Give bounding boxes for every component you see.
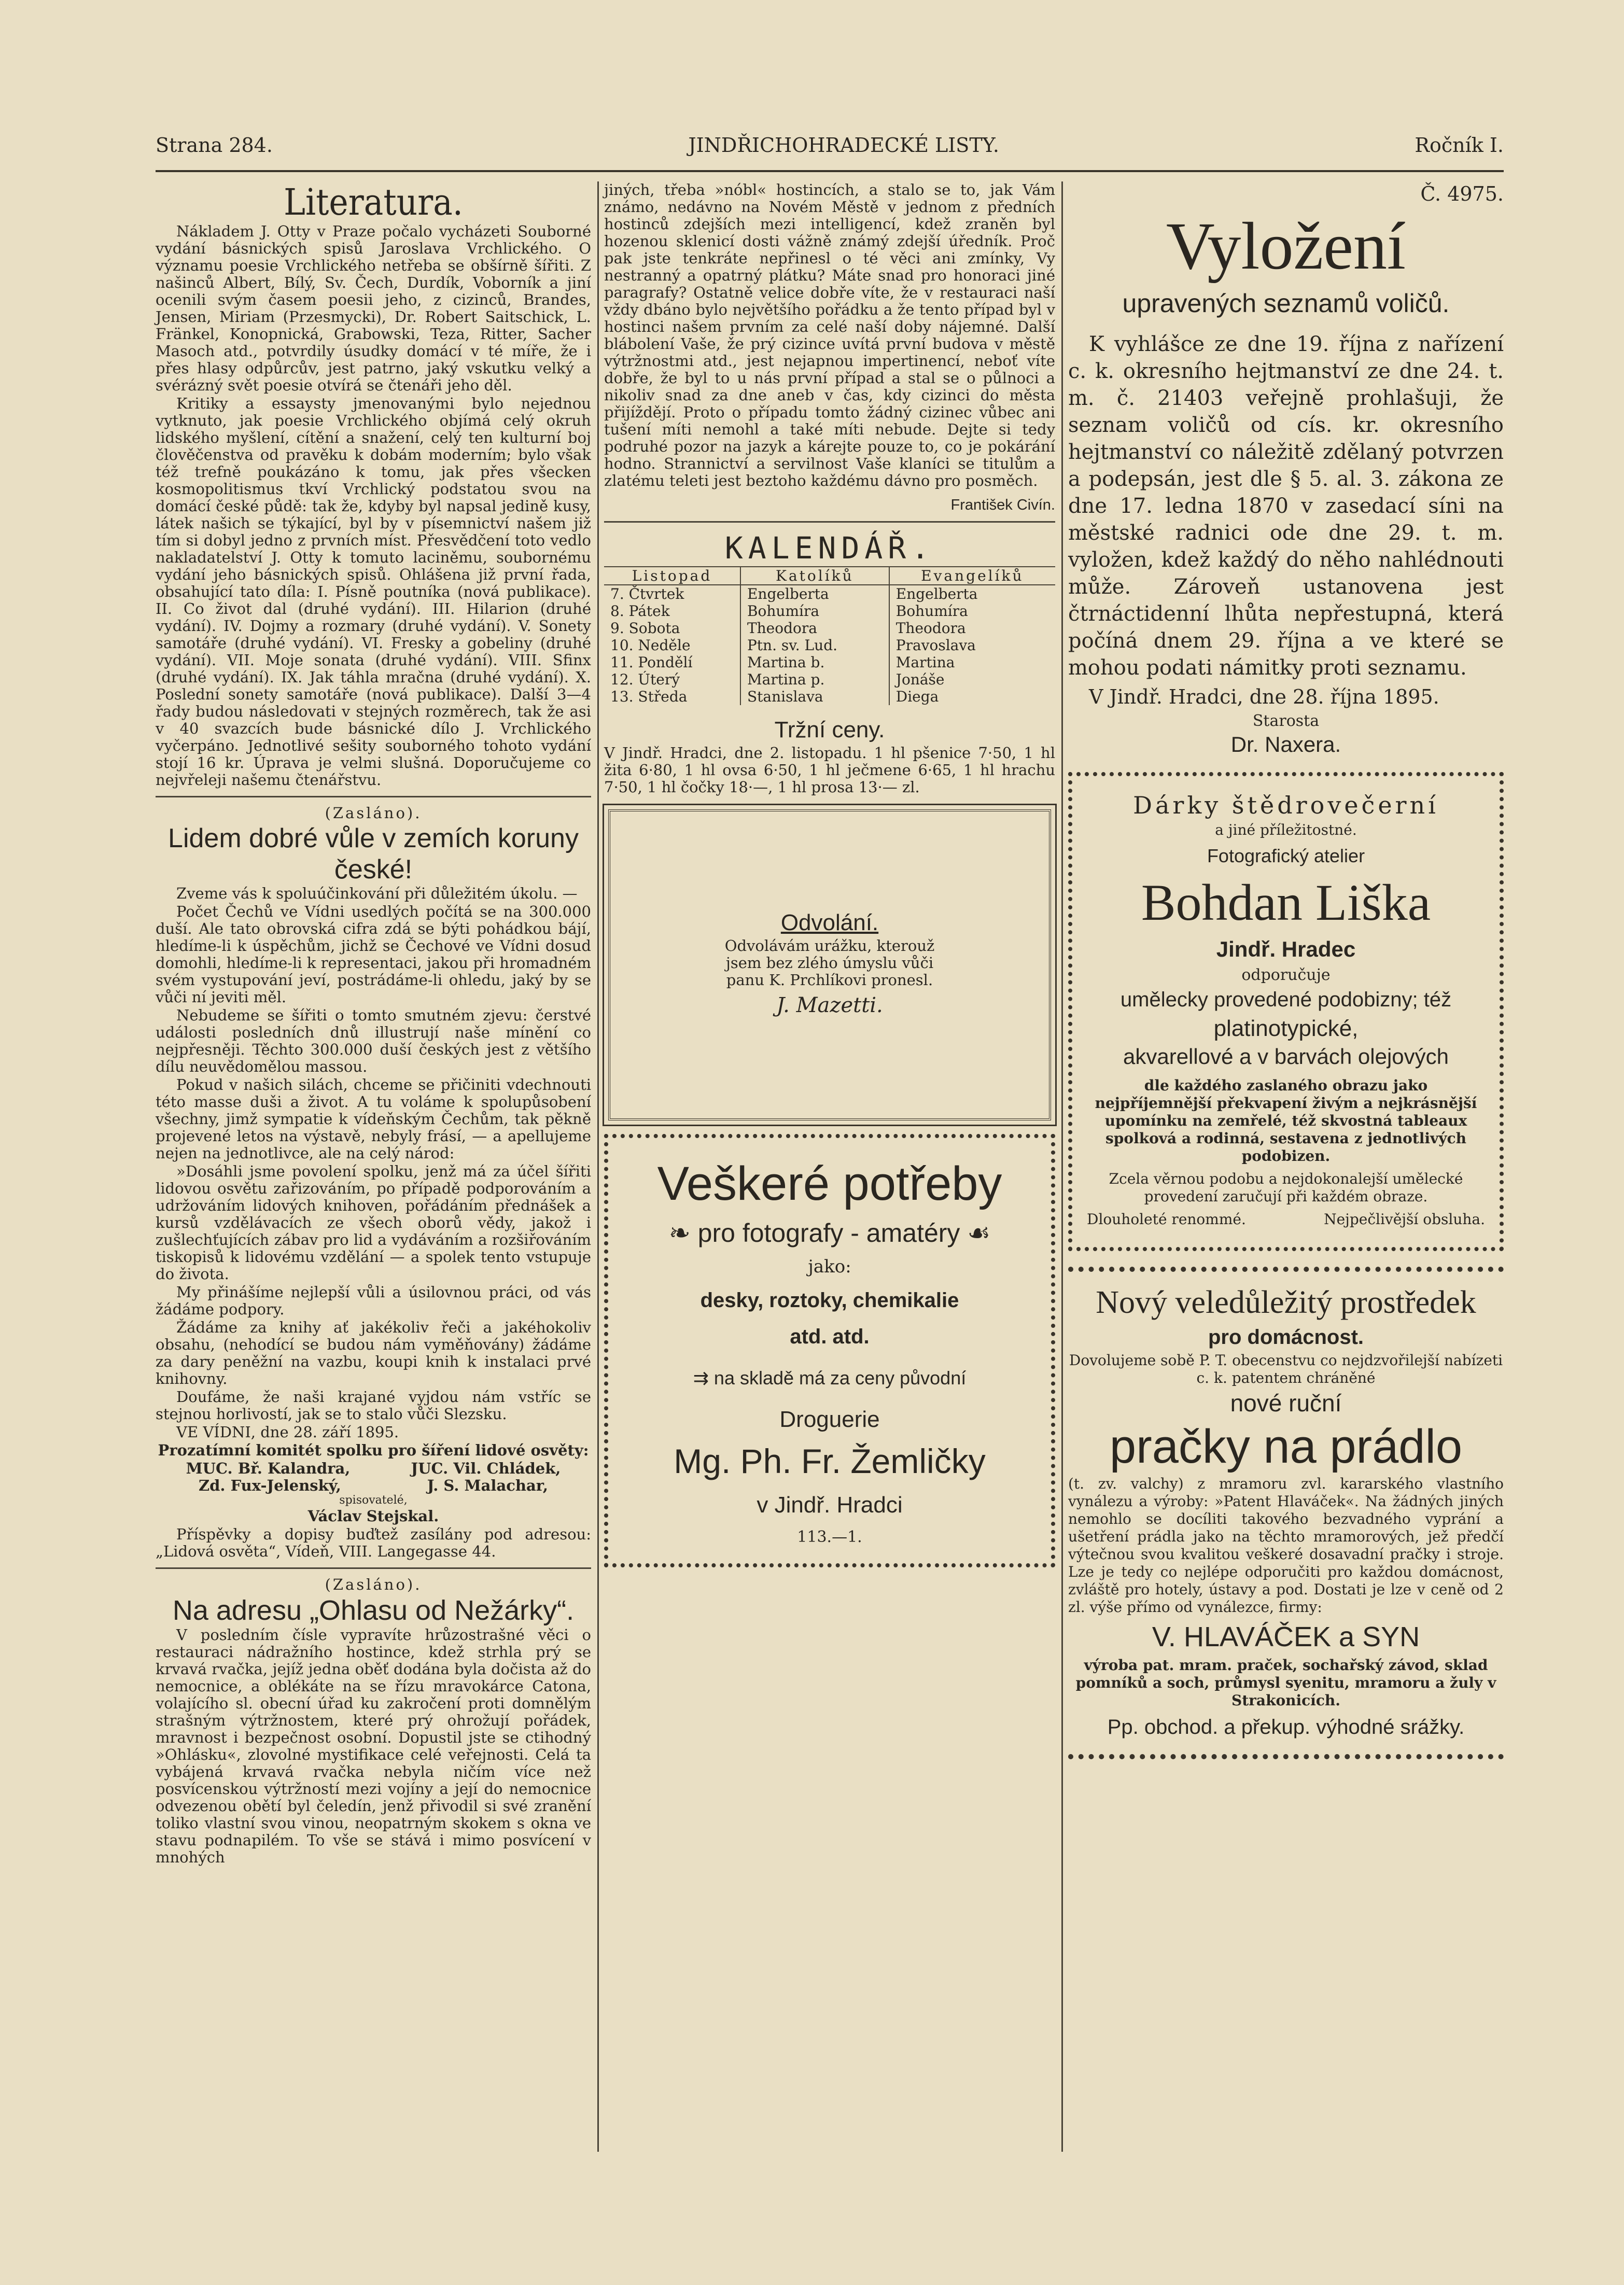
volume-number: Ročník I. [1415,134,1504,157]
signature-role: spisovatelé, [339,1494,408,1507]
section-title: Tržní ceny. [774,717,885,742]
divider [156,796,591,797]
cell: Ptn. sv. Lud. [740,637,889,654]
cell: Martina b. [740,654,889,671]
ad-footer-left: Dlouholeté renommé. [1087,1211,1246,1228]
paragraph: Odvolávám urážku, kterouž jsem bez zlého úmyslu vůči panu K. Prchlíkovi pronesl. [724,936,935,989]
ad-text: odporučuje [1241,966,1331,984]
cell: 13. Středa [604,688,740,705]
paragraph: Počet Čechů ve Vídni usedlých počítá se na 300.000 duší. Ale tato obrovská cifra zdá se býti pohádkou bájí, hledíme-li k úspěchům, jichž se Čechové ve Vídni dosud domohli, hledíme-li k representaci, jakou při hromadném svém vystupování jeví, postrádáme-li ohledu, jaký by se vůči ní jeviti měl. [156,903,591,1006]
paragraph: V posledním čísle vypravíte hrůzostrašné věci o restauraci nádražního hostince, kdež strhla prý se krvavá rvačka, jejíž jedna oběť dodána byla dočista až do nemocnice, a oblékáte na se řízu mravokárce Catona, volajícího sl. obecní úřad ku zakročení proti domnělým strašným výtržnostem, které prý ohrožují pořádek, mravnost i bezpečnost osobní. Dopustil jste se ctihodný »Ohlásku«, zlovolné mystifikace celé veřejnosti. Celá ta vybájená krvavá rvačka nebyla ničím více než posvícenskou výtržností mezi vojíny a její do nemocnice odvezenou obětí byl čeledín, jenž přivodil si své zranění toliko vlastní svou vinou, neopatrným skokem s okna ve stavu podnapilém. To vše se stává i mimo posvícení v mnohých [156,1626,591,1866]
advert-liska [1068,772,1504,1251]
paragraph: výroba pat. mram. praček, sochařský závod, sklad pomníků a soch, průmysl syenitu, mramoru a žuly v Strakonicích. [1075,1657,1496,1709]
paragraph: Příspěvky a dopisy buďtež zasílány pod adresou: „Lidová osvěta“, Vídeň, VIII. Langegasse 44. [156,1525,591,1560]
paragraph: K vyhlášce ze dne 19. října z nařízení c. k. okresního hejtmanství ze dne 24. t. m. č. 21403 veřejně prohlašuji, že seznam voličů od cís. kr. okresního hejtmanství co náležitě zdělaný potvrzen a podepsán, jest dle § 5. al. 3. zákona ze dne 17. ledna 1870 v zasedací síni na městské radnici ode dne 29. t. m. vyložen, kdež každý do něho nahlédnouti může. Zároveň ustanovena jest čtrnáctidenní lhůta nepřestupná, která počíná dnem 29. října a ve které se mohou podati námitky proti seznamu. [1068,332,1504,680]
table-row [604,602,1055,620]
page-header [156,130,1504,161]
ad-text: atd. atd. [790,1325,870,1348]
paragraph: (t. zv. valchy) z mramoru zvl. kararského vlastního vynálezu a výroby: »Patent Hlaváček«. Na žádných jiných nemohlo se docíliti takového bezvadného vyprání a ušetření prádla jako na těchto mramorových, jež předčí výtečnou svou kvalitou veškeré dosavadní pračky i stroje. Lze je tedy co nejlépe odporučiti pro každou domácnost, zvláště pro hotely, ústavy a pod. Dostati je lze v ceně od 2 zl. výše přímo od vynálezce, firmy: [1068,1475,1504,1616]
signature: JUC. Vil. Chládek, [411,1460,561,1477]
odvolani-box [608,809,1051,1120]
signatures-row [156,1460,591,1477]
table-row [604,620,1055,637]
table-row [604,654,1055,671]
cell: 11. Pondělí [604,654,740,671]
signatures-row [156,1477,591,1494]
paragraph: Zcela věrnou podobu a nejdokonalejší umělecké provedení zaručují při každém obraze. [1109,1170,1463,1205]
firm-name: V. HLAVÁČEK a SYN [1152,1621,1420,1652]
paragraph: My přinášíme nejlepší vůli a úsilovnou práci, od vás žádáme podpory. [156,1283,591,1318]
ad-text: akvarellové a v barvách olejových [1123,1044,1449,1069]
cell: Martina [895,654,955,671]
ad-text: Droguerie [779,1407,880,1432]
ad-text: platinotypické, [1213,1016,1359,1041]
cell: Engelberta [740,585,889,602]
ad-title: Veškeré potřeby [657,1157,1002,1210]
advert-zemlicka [604,1134,1055,1567]
notice-vylozeni [1068,181,1504,759]
zaslano-label: (Zasláno). [325,804,422,822]
ad-title: Dárky štědrovečerní [1133,791,1439,819]
ad-title: Nový veledůležitý prostředek [1096,1285,1476,1320]
signature: Zd. Fux-Jelenský, [198,1477,341,1494]
cell: 10. Neděle [604,637,740,654]
ad-subtitle [623,1215,1037,1251]
ornament-icon: ☙ [960,1218,991,1247]
cell: Stanislava [740,688,889,705]
signature: František Civín. [950,497,1055,513]
paragraph: Doufáme, že naši krajané vyjdou nám vstříc se stejnou horlivostí, jak se to stalo vůči Slezsku. [156,1388,591,1423]
article-title: Lidem dobré vůle v zemích koruny české! [168,823,579,885]
ad-name: Bohdan Liška [1141,874,1431,931]
column-header: Evangelíků [889,567,1055,585]
ad-stock [623,1355,1037,1401]
cell: Theodora [740,620,889,637]
ad-subtitle-text: pro fotografy - amatéry [697,1218,960,1247]
cell: Bohumíra [740,602,889,620]
ad-text: jako: [808,1256,851,1277]
committee-label: Prozatímní komitét spolku pro šíření lidové osvěty: [158,1441,589,1459]
paragraph: Žádáme za knihy ať jakékoliv řeči a jakéhokoliv obsahu, (nehodící se budou nám vyměňovány) žádáme za dary peněžní na vazbu, koupi knih k instalaci prvé knihovny. [156,1319,591,1387]
article-adresu [156,1576,591,1866]
table-row [604,688,1055,705]
cell: Martina p. [740,671,889,688]
dateline: VE VÍDNI, dne 28. září 1895. [176,1423,399,1441]
column-1 [156,181,591,1867]
ad-footer-right: Nejpečlivější obsluha. [1324,1211,1485,1228]
cell: 12. Úterý [604,671,740,688]
paragraph: Zveme vás k spoluúčinkování při důležitém úkolu. — [176,885,578,902]
advert-hlavacek [1068,1267,1504,1759]
paragraph: »Dosáhli jsme povolení spolku, jenž má za účel šířiti lidovou osvětu zařizováním, po případě podporováním a udržováním lidových knihoven, pořádáním přednášek a kursů vzdělávacích ze všech oborů vědy, jakož i zušlechťujících zábav pro lid a vydáváním a rozšiřováním tiskopisů k lidovému vzdělání — a spolek tento vstupuje do života. [156,1162,591,1283]
ad-big-title: pračky na prádlo [1109,1420,1463,1473]
header-rule [156,170,1504,172]
cell: 7. Čtvrtek [604,585,740,602]
divider [156,1567,591,1569]
ad-number: 113.—1. [797,1528,862,1546]
divider [604,521,1055,523]
ad-subtitle: pro domácnost. [1208,1326,1364,1349]
cell: Theodora [895,620,966,637]
cell: 9. Sobota [604,620,740,637]
ad-place: Jindř. Hradec [1216,937,1356,961]
cell: Diega [895,688,939,705]
table-row [604,671,1055,688]
article-title: Literatura. [284,181,463,223]
column-2 [604,181,1055,1575]
signature: MUC. Bř. Kalandra, [186,1460,351,1477]
signature: J. Mazetti. [776,993,883,1017]
ornament-icon: ❧ [668,1218,698,1247]
article-title: Na adresu „Ohlasu od Nežárky“. [172,1595,575,1626]
paragraph: Kritiky a essaysty jmenovanými bylo nejednou vytknuto, jak poesie Vrchlického objímá celý okruh lidského myšlení, cítění a snažení, celý ten kulturní boj člověčenstva od pravěku k dobám moderním; bylo však též trefně poukázáno k tomu, jak přes všecken kosmopolitismus tkví Vrchlický podstatou svou na domácí české půdě: tak že, kdyby byl napsal jedině kusy, látek našich se týkající, byl by v písemnictví našem již tím si dobyl jedno z prvních míst. Přesvědčení toto vedlo nakladatelství J. Otty k tomuto laciněmu, soubornému vydání jeho básnických spisů. Ohlášena již první řada, obsahující tato díla: I. Písně poutníka (nová publikace). II. Co život dal (druhé vydání). III. Hilarion (druhé vydání). IV. Dojmy a rozmary (druhé vydání). V. Sonety samotáře (druhé vydání). VI. Fresky a gobeliny (druhé vydání). VII. Moje sonata (druhé vydání). VIII. Sfinx (druhé vydání). IX. Jak táhla mračna (druhé vydání). X. Poslední sonety samotáře (nová publikace). Další 3—4 řady budou následovati v stejných rozměrech, tak že asi v 40 svazcích bude básnické dílo J. Vrchlického vyčerpáno. Jednotlivé sešity souborného tohoto vydání stojí 16 kr. Úprava je velmi slušná. Doporučujeme co nejvřeleji našemu čtenářstvu. [156,395,591,789]
ad-place: v Jindř. Hradci [757,1492,903,1518]
ad-footer: Pp. obchod. a překup. výhodné srážky. [1107,1716,1465,1739]
paragraph: Pokud v našich silách, chceme se přičiniti vdechnouti této masse duši a život. A tu voláme k spolupůsobení všechny, jimž sympatie k vídeňským Čechům, tak pěkně projevené letos na výstavě, nebyly frásí, — a apellujeme nejen na jednotlivce, ale na celý národ: [156,1076,591,1162]
ad-name: Mg. Ph. Fr. Žemličky [674,1442,986,1480]
calendar-title: KALENDÁŘ. [724,530,935,566]
calendar [604,530,1055,705]
paragraph: jiných, třeba »nóbl« hostincích, a stalo se to, jak Vám známo, nedávno na Novém Městě v jednom z předních hostinců zdejších mezi intelligencí, kdež zraněn byl hozenou sklenicí dosti vážně známý zdejší úředník. Proč pak jste tenkráte nepřinesl o té věci ani zmínky, Vy nestranný a opatrný plátku? Máte snad pro honoraci jiné paragrafy? Ostatně velice dobře víte, že v restauraci naší vždy dbáno bylo největšího pořádku a že tento případ byl v hostinci našem prvním za celé naší doby nájemné. Další blábolení Vaše, že prý cizince uvítá první budova v městě výtržnostmi atd., jest nejapnou impertinencí, neboť víte dobře, že byl to u nás první případ a stal se o půlnoci a nikoliv snad za dne aneb v čas, kdy cizinci do města přijíždějí. Proto o případu tomto žádný cizinec vůbec ani tušení míti nemohl a také míti nebude. Dejte si tedy podruhé pozor na jazyk a kárejte pouze to, co je pokárání hodno. Strannictví a servilnost Vaše klaníci se titulům a zlatému teleti jest beztoho každému dávno pro posměch. [604,181,1055,489]
article-lidem [156,805,591,1560]
ad-items: desky, roztoky, chemikalie [700,1289,959,1312]
ad-subtitle: a jiné příležitostné. [1215,821,1357,838]
ad-text: nové ruční [1230,1390,1342,1417]
signature: Václav Stejskal. [307,1507,439,1525]
signature: Dr. Naxera. [1230,732,1341,756]
calendar-table [604,566,1055,705]
signature: J. S. Malachar, [427,1477,549,1494]
paragraph: Nákladem J. Otty v Praze počalo vycházeti Souborné vydání básnických spisů Jaroslava Vrchlického. O významu poesie Vrchlického netřeba se obšírně šířiti. Z našinců Albert, Bílý, Sv. Čech, Durdík, Voborník a jiní ocenili svým časem poesii jeho, z cizinců, Brandes, Jensen, Miriam (Przesmycki), Dr. Robert Saitschick, L. Fränkel, Konopnická, Grabowski, Teza, Ritter, Sacher Masoch atd., potvrdily úsudky domácí v té míře, že i přes hlasy odpůrcův, jest patrno, jaký vskutku velký a svérázný svět poesie otvírá se čtenáři jeho děl. [156,222,591,394]
cell: Engelberta [895,585,978,602]
paragraph: V Jindř. Hradci, dne 2. listopadu. 1 hl pšenice 7·50, 1 hl žita 6·80, 1 hl ovsa 6·50, 1 hl ječmene 6·65, 1 hl hrachu 7·50, 1 hl čočky 18·—, 1 hl prosa 13·— zl. [604,744,1055,796]
column-header: Listopad [604,567,740,585]
cell: Bohumíra [895,602,968,620]
notice-number: Č. 4975. [1420,183,1504,205]
column-header: Katolíků [740,567,889,585]
notice-subtitle: upravených seznamů voličů. [1122,289,1450,318]
notice-title: Vyložení [1166,209,1406,284]
column-divider [1061,181,1063,2152]
dateline: V Jindř. Hradci, dne 28. října 1895. [1089,685,1439,708]
cell: 8. Pátek [604,602,740,620]
newspaper-page [156,130,1504,2204]
paragraph: Nebudeme se šířiti o tomto smutném zjevu: čerstvé události posledních dnů illustrují naše mínění co nejpřesněji. Těchto 300.000 duší českých jest z většího dílu neuvědomělou massou. [156,1006,591,1075]
paragraph: dle každého zaslaného obrazu jako nejpříjemnější překvapení živým a nejkrásnější upomínku na zemřelé, též skvostná tableaux spolková a rodinná, sestavena z jednotlivých podobizen. [1095,1077,1477,1165]
paragraph: Dovolujeme sobě P. T. obecenstvu co nejdzvořilejší nabízeti c. k. patentem chráněné [1069,1352,1503,1386]
market-prices [604,716,1055,796]
table-row [604,637,1055,654]
cell: Jonáše [895,671,945,688]
article-literatura [156,181,591,789]
ad-footer [1087,1207,1485,1232]
ad-stock-text: na skladě má za ceny původní [713,1367,967,1389]
zaslano-label: (Zasláno). [325,1576,422,1593]
column-3 [1068,181,1504,1759]
column-divider [597,181,599,2152]
signature-role: Starosta [1252,712,1320,730]
ad-text: Fotografický atelier [1207,845,1365,866]
ad-text: umělecky provedené podobizny; též [1120,988,1452,1011]
newspaper-title: JINDŘICHOHRADECKÉ LISTY. [688,134,999,157]
cell: Pravoslava [895,637,976,654]
arrow-icon: ⇉ [693,1367,714,1389]
section-title: Odvolání. [780,909,879,935]
page-number: Strana 284. [156,134,273,157]
table-row [604,585,1055,602]
